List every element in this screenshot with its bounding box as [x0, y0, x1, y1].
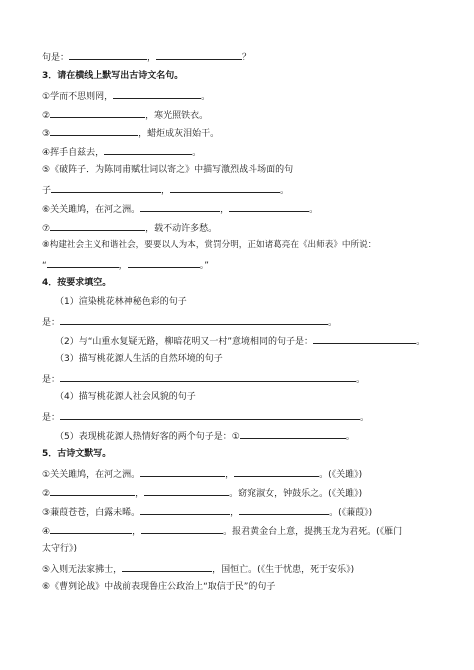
answer-blank[interactable] [240, 429, 346, 439]
top-line: 句是： ， ？ [42, 50, 251, 64]
answer-blank[interactable] [313, 334, 416, 344]
answer-blank[interactable] [234, 467, 319, 477]
s4-q1-answer: 是： 。 [42, 315, 337, 329]
s3-item-4: ④挥手自兹去， 。 [42, 145, 201, 159]
answer-blank[interactable] [50, 108, 145, 118]
answer-blank[interactable] [47, 258, 119, 268]
s5-item-4: ④ ， 。报君黄金台上意，提携玉龙为君死。(《雁门 [42, 524, 402, 538]
answer-blank[interactable] [60, 410, 360, 420]
s3-item-6: ⑥关关雎鸠，在河之洲。 ， 。 [42, 202, 318, 216]
answer-blank[interactable] [113, 89, 201, 99]
s4-q1-label: （1）渲染桃花林神秘色彩的句子 [55, 297, 187, 307]
answer-blank[interactable] [50, 524, 132, 534]
s5-item-5: ⑤入则无法家拂士， ，国恒亡。(《生于忧患，死于安乐》) [42, 562, 354, 576]
s5-item-2: ② ， 。窈窕淑女，钟鼓乐之。(《关雎》) [42, 486, 362, 500]
section-4-title: 4．按要求填空。 [42, 278, 112, 288]
s4-q4-label: （4）描写桃花源人社会风貌的句子 [55, 392, 196, 402]
answer-blank[interactable] [239, 505, 329, 515]
s5-item-6: ⑥《曹刿论战》中战前表现鲁庄公政治上“取信于民”的句子 [42, 582, 276, 592]
s3-item-1: ①学而不思则罔， 。 [42, 89, 210, 103]
s4-q3-label: （3）描写桃花源人生活的自然环境的句子 [55, 354, 223, 364]
s4-q2: （2）与“山重水复疑无路，柳暗花明又一村”意境相同的句子是： 。 [55, 334, 425, 348]
s3-item-5: ⑤《破阵子．为陈同甫赋壮词以寄之》中描写激烈战斗场面的句 [42, 165, 294, 175]
answer-blank[interactable] [50, 486, 135, 496]
answer-blank[interactable] [141, 524, 223, 534]
answer-blank[interactable] [140, 202, 220, 212]
top-prefix: 句是： [42, 53, 70, 63]
s3-item-3: ③ ，蜡炬成灰泪始干。 [42, 126, 219, 140]
answer-blank[interactable] [170, 183, 280, 193]
section-5-title: 5．古诗文默写。 [42, 449, 112, 459]
s5-item-1: ①关关雎鸠，在河之洲。 ， 。(《关雎》) [42, 467, 362, 481]
answer-blank[interactable] [60, 372, 356, 382]
answer-blank[interactable] [140, 467, 225, 477]
answer-blank[interactable] [144, 486, 229, 496]
answer-blank[interactable] [60, 315, 328, 325]
s3-item-8: ⑧构建社会主义和谐社会，要要以人为本，赏罚分明，正如诸葛亮在《出师表》中所说： [42, 240, 377, 250]
answer-blank[interactable] [122, 562, 212, 572]
answer-blank[interactable] [50, 221, 145, 231]
s4-q5: （5）表现桃花源人热情好客的两个句子是：① 。 [55, 429, 355, 443]
answer-blank[interactable] [156, 50, 242, 60]
s3-item-7: ⑦ ，载不动许多愁。 [42, 221, 217, 235]
answer-blank[interactable] [50, 126, 138, 136]
s4-q4-answer: 是： 。 [42, 410, 369, 424]
answer-blank[interactable] [128, 258, 200, 268]
answer-blank[interactable] [140, 505, 230, 515]
s3-item-5-cont: 子 ， 。 [42, 183, 289, 197]
s5-item-3: ③蒹葭苍苍，白露未晞。 ， 。(《蒹葭》) [42, 505, 372, 519]
s3-item-8-cont: “ ， 。” [42, 258, 209, 272]
answer-blank[interactable] [104, 145, 192, 155]
section-3-title: 3．请在横线上默写出古诗文名句。 [42, 71, 184, 81]
answer-blank[interactable] [69, 50, 147, 60]
s3-item-2: ② ，寒光照铁衣。 [42, 108, 208, 122]
s5-item-4-cont: 太守行》) [42, 544, 78, 554]
answer-blank[interactable] [229, 202, 309, 212]
s4-q3-answer: 是： 。 [42, 372, 365, 386]
answer-blank[interactable] [51, 183, 161, 193]
